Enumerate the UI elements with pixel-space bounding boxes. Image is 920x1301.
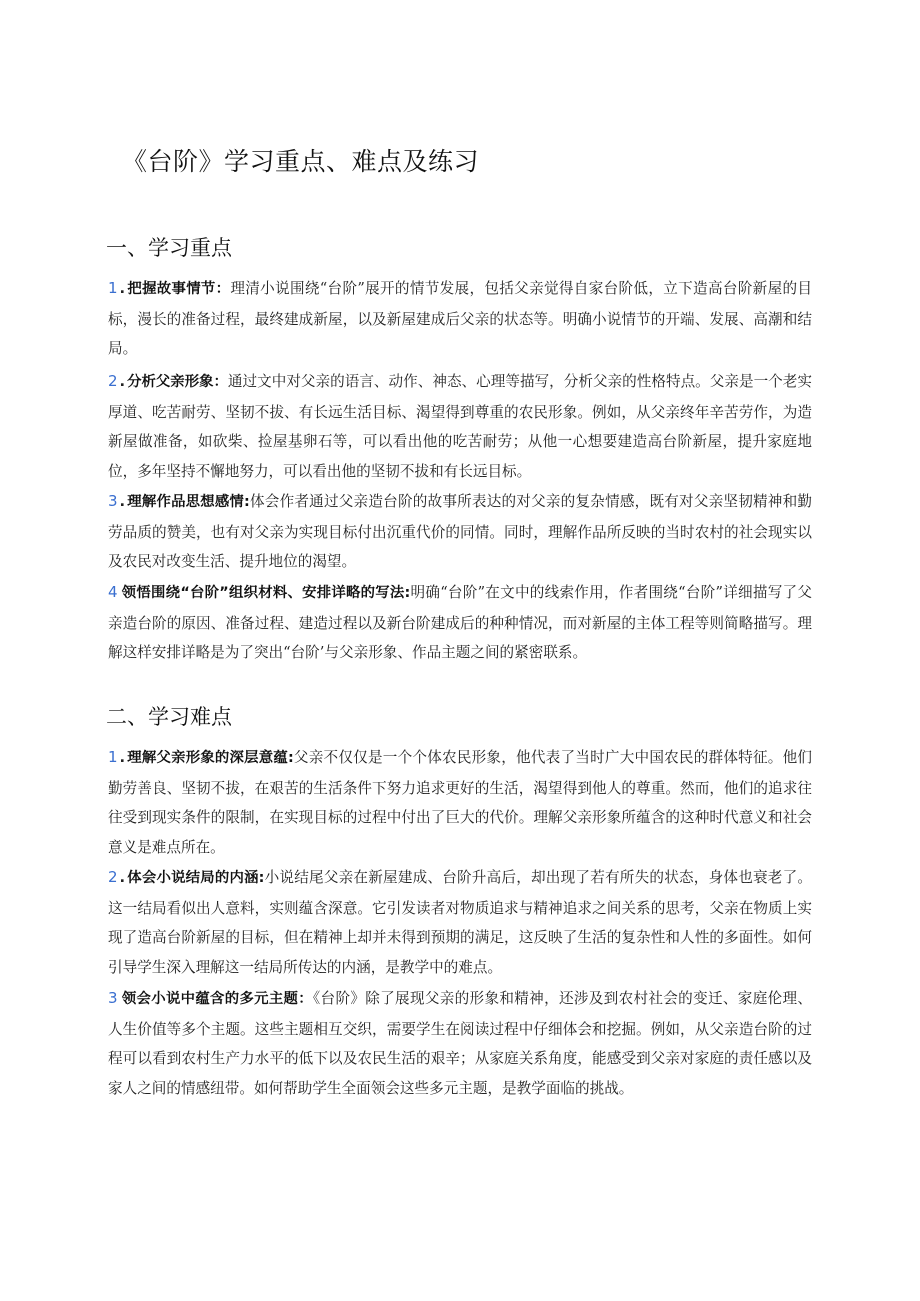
list-item	[108, 984, 812, 1103]
item-separator: .	[119, 869, 126, 886]
section-heading-difficult-points: 二、学习难点	[106, 705, 232, 729]
item-number: 4	[108, 583, 118, 601]
item-text: 明确“台阶”在文中的线索作用，作者围绕“台阶”详细描写了父亲造台阶的原因、准备过程、建造过程以及新台阶建成后的种种情况，而对新屋的主体工程等则简略描写。理解这样安排详略是为了突出“台阶’与父亲形象、作品主题之间的紧密联系。	[108, 584, 812, 661]
item-number: 2	[108, 868, 118, 886]
list-item	[108, 274, 812, 364]
item-label: 领悟围绕“台阶”组织材料、安排详略的写法:	[121, 585, 411, 601]
section-heading-key-points: 一、学习重点	[106, 236, 232, 260]
document-title: 《台阶》学习重点、难点及练习	[122, 147, 480, 176]
item-text: 《台阶》除了展现父亲的形象和精神，还涉及到农村社会的变迁、家庭伦理、人生价值等多个主题。这些主题相互交织，需要学生在阅读过程中仔细体会和挖掘。例如，从父亲造台阶的过程可以看到农村生产力水平的低下以及农民生活的艰辛；从家庭关系角度，能感受到父亲对家庭的责任感以及家人之间的情感纽带。如何帮助学生全面领会这些多元主题，是教学面临的挑战。	[108, 990, 812, 1097]
item-separator: .	[119, 280, 126, 297]
item-separator: .	[119, 373, 126, 390]
item-label: 理解作品思想感情:	[127, 494, 250, 510]
item-number: 3	[108, 492, 118, 510]
list-item	[108, 863, 812, 982]
item-label: 分析父亲形象：	[127, 374, 228, 390]
item-number: 1	[108, 748, 118, 766]
list-item	[108, 487, 812, 577]
item-label: 理解父亲形象的深层意蕴:	[127, 750, 294, 766]
list-item	[108, 367, 812, 486]
item-separator: .	[119, 493, 126, 510]
item-number: 2	[108, 372, 118, 390]
item-label: 领会小说中蕴含的多元主题：	[121, 991, 313, 1007]
item-text: 父亲不仅仅是一个个体农民形象，他代表了当时广大中国农民的群体特征。他们勤劳善良、坚韧不拔，在艰苦的生活条件下努力追求更好的生活，渴望得到他人的尊重。然而，他们的追求往往受到现实条件的限制，在实现目标的过程中付出了巨大的代价。理解父亲形象所蕴含的这种时代意义和社会意义是难点所在。	[108, 749, 812, 856]
item-text: 理清小说围绕“台阶”展开的情节发展，包括父亲觉得自家台阶低，立下造高台阶新屋的目标，漫长的准备过程，最终建成新屋，以及新屋建成后父亲的状态等。明确小说情节的开端、发展、高潮和结局。	[108, 280, 812, 357]
item-text: 通过文中对父亲的语言、动作、神态、心理等描写，分析父亲的性格特点。父亲是一个老实厚道、吃苦耐劳、坚韧不拔、有长远生活目标、渴望得到尊重的农民形象。例如，从父亲终年辛苦劳作，为造新屋做准备，如砍柴、捡屋基卵石等，可以看出他的吃苦耐劳；从他一心想要建造高台阶新屋，提升家庭地位，多年坚持不懈地努力，可以看出他的坚韧不拔和有长远目标。	[108, 373, 812, 480]
item-number: 1	[108, 279, 118, 297]
item-label: 体会小说结局的内涵:	[127, 870, 265, 886]
item-text: 小说结尾父亲在新屋建成、台阶升高后，却出现了若有所失的状态，身体也衰老了。这一结局看似出人意料，实则蕴含深意。它引发读者对物质追求与精神追求之间关系的思考，父亲在物质上实现了造高台阶新屋的目标，但在精神上却并未得到预期的满足，这反映了生活的复杂性和人性的多面性。如何引导学生深入理解这一结局所传达的内涵，是教学中的难点。	[108, 869, 812, 976]
list-item	[108, 578, 812, 668]
item-number: 3	[108, 989, 118, 1007]
list-item	[108, 743, 812, 862]
item-label: 把握故事情节：	[127, 281, 231, 297]
item-separator: .	[119, 749, 126, 766]
item-text: 体会作者通过父亲造台阶的故事所表达的对父亲的复杂情感，既有对父亲坚韧精神和勤劳品质的赞美，也有对父亲为实现目标付出沉重代价的同情。同时，理解作品所反映的当时农村的社会现实以及农民对改变生活、提升地位的渴望。	[108, 493, 812, 570]
